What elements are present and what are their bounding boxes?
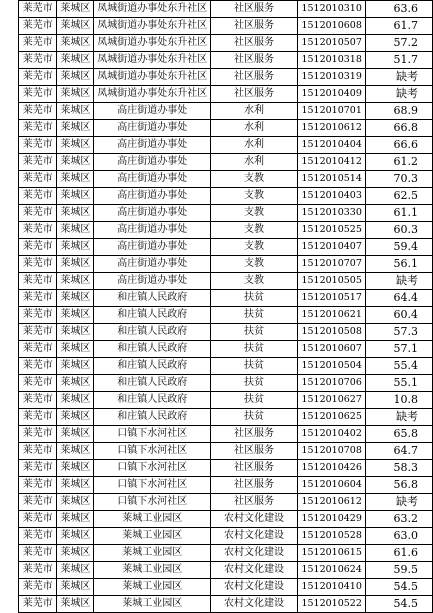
score-cell: 10.8 [366,392,433,409]
ticket-number-cell: 1512010410 [297,579,366,596]
score-cell: 61.7 [366,18,433,35]
score-cell: 57.2 [366,35,433,52]
category-cell: 支教 [211,171,298,188]
unit-cell: 莱城工业园区 [94,579,211,596]
district-cell: 莱城区 [57,324,94,341]
unit-cell: 高庄街道办事处 [94,273,211,290]
table-row [19,392,433,409]
ticket-number-cell: 1512010525 [297,222,366,239]
district-cell: 莱城区 [57,69,94,86]
ticket-number-cell: 1512010330 [297,205,366,222]
category-cell: 农村文化建设 [211,545,298,562]
district-cell: 莱城区 [57,154,94,171]
unit-cell: 和庄镇人民政府 [94,375,211,392]
district-cell: 莱城区 [57,375,94,392]
score-cell: 61.1 [366,205,433,222]
city-cell: 莱芜市 [19,477,57,494]
ticket-number-cell: 1512010407 [297,239,366,256]
unit-cell: 高庄街道办事处 [94,239,211,256]
city-cell: 莱芜市 [19,341,57,358]
unit-cell: 高庄街道办事处 [94,205,211,222]
city-cell: 莱芜市 [19,103,57,120]
score-cell: 60.3 [366,222,433,239]
unit-cell: 口镇下水河社区 [94,460,211,477]
ticket-number-cell: 1512010607 [297,341,366,358]
score-cell: 57.3 [366,324,433,341]
unit-cell: 高庄街道办事处 [94,222,211,239]
district-cell: 莱城区 [57,528,94,545]
score-cell: 缺考 [366,69,433,86]
district-cell: 莱城区 [57,494,94,511]
city-cell: 莱芜市 [19,596,57,613]
score-cell: 缺考 [366,86,433,103]
city-cell: 莱芜市 [19,222,57,239]
ticket-number-cell: 1512010412 [297,154,366,171]
score-cell: 64.4 [366,290,433,307]
ticket-number-cell: 1512010508 [297,324,366,341]
unit-cell: 口镇下水河社区 [94,477,211,494]
district-cell: 莱城区 [57,188,94,205]
district-cell: 莱城区 [57,256,94,273]
unit-cell: 凤城街道办事处东升社区 [94,52,211,69]
unit-cell: 高庄街道办事处 [94,154,211,171]
district-cell: 莱城区 [57,103,94,120]
category-cell: 社区服务 [211,52,298,69]
ticket-number-cell: 1512010624 [297,562,366,579]
table-row [19,69,433,86]
district-cell: 莱城区 [57,137,94,154]
city-cell: 莱芜市 [19,69,57,86]
category-cell: 社区服务 [211,443,298,460]
unit-cell: 高庄街道办事处 [94,171,211,188]
category-cell: 支教 [211,273,298,290]
table-row [19,171,433,188]
district-cell: 莱城区 [57,579,94,596]
city-cell: 莱芜市 [19,137,57,154]
score-cell: 61.2 [366,154,433,171]
category-cell: 支教 [211,205,298,222]
category-cell: 扶贫 [211,375,298,392]
unit-cell: 高庄街道办事处 [94,188,211,205]
score-cell: 57.1 [366,341,433,358]
category-cell: 农村文化建设 [211,579,298,596]
district-cell: 莱城区 [57,171,94,188]
district-cell: 莱城区 [57,392,94,409]
category-cell: 扶贫 [211,358,298,375]
city-cell: 莱芜市 [19,579,57,596]
category-cell: 农村文化建设 [211,528,298,545]
unit-cell: 凤城街道办事处东升社区 [94,35,211,52]
city-cell: 莱芜市 [19,375,57,392]
ticket-number-cell: 1512010708 [297,443,366,460]
ticket-number-cell: 1512010507 [297,35,366,52]
category-cell: 扶贫 [211,324,298,341]
district-cell: 莱城区 [57,307,94,324]
category-cell: 水利 [211,137,298,154]
unit-cell: 莱城工业园区 [94,596,211,613]
district-cell: 莱城区 [57,562,94,579]
score-table [18,0,433,613]
score-cell: 63.6 [366,1,433,18]
category-cell: 农村文化建设 [211,562,298,579]
ticket-number-cell: 1512010402 [297,426,366,443]
city-cell: 莱芜市 [19,324,57,341]
category-cell: 支教 [211,256,298,273]
ticket-number-cell: 1512010701 [297,103,366,120]
ticket-number-cell: 1512010319 [297,69,366,86]
city-cell: 莱芜市 [19,426,57,443]
score-cell: 59.4 [366,239,433,256]
city-cell: 莱芜市 [19,409,57,426]
score-cell: 66.6 [366,137,433,154]
district-cell: 莱城区 [57,239,94,256]
table-row [19,324,433,341]
city-cell: 莱芜市 [19,545,57,562]
unit-cell: 口镇下水河社区 [94,494,211,511]
table-row [19,273,433,290]
city-cell: 莱芜市 [19,18,57,35]
score-cell: 缺考 [366,273,433,290]
ticket-number-cell: 1512010707 [297,256,366,273]
unit-cell: 凤城街道办事处东升社区 [94,86,211,103]
score-cell: 56.1 [366,256,433,273]
city-cell: 莱芜市 [19,358,57,375]
category-cell: 扶贫 [211,409,298,426]
district-cell: 莱城区 [57,545,94,562]
district-cell: 莱城区 [57,35,94,52]
category-cell: 扶贫 [211,307,298,324]
district-cell: 莱城区 [57,273,94,290]
category-cell: 水利 [211,154,298,171]
unit-cell: 和庄镇人民政府 [94,392,211,409]
city-cell: 莱芜市 [19,273,57,290]
city-cell: 莱芜市 [19,256,57,273]
city-cell: 莱芜市 [19,562,57,579]
category-cell: 扶贫 [211,290,298,307]
city-cell: 莱芜市 [19,35,57,52]
district-cell: 莱城区 [57,205,94,222]
city-cell: 莱芜市 [19,511,57,528]
ticket-number-cell: 1512010625 [297,409,366,426]
table-row [19,18,433,35]
score-cell: 60.4 [366,307,433,324]
city-cell: 莱芜市 [19,239,57,256]
city-cell: 莱芜市 [19,52,57,69]
score-cell: 64.7 [366,443,433,460]
table-row [19,477,433,494]
score-cell: 55.1 [366,375,433,392]
ticket-number-cell: 1512010621 [297,307,366,324]
score-cell: 58.3 [366,460,433,477]
ticket-number-cell: 1512010310 [297,1,366,18]
district-cell: 莱城区 [57,120,94,137]
table-row [19,358,433,375]
ticket-number-cell: 1512010505 [297,273,366,290]
score-cell: 55.4 [366,358,433,375]
district-cell: 莱城区 [57,443,94,460]
table-row [19,222,433,239]
ticket-number-cell: 1512010615 [297,545,366,562]
unit-cell: 凤城街道办事处东升社区 [94,69,211,86]
district-cell: 莱城区 [57,460,94,477]
city-cell: 莱芜市 [19,290,57,307]
district-cell: 莱城区 [57,86,94,103]
score-cell: 54.5 [366,596,433,613]
table-row [19,120,433,137]
score-cell: 59.5 [366,562,433,579]
ticket-number-cell: 1512010528 [297,528,366,545]
city-cell: 莱芜市 [19,154,57,171]
unit-cell: 高庄街道办事处 [94,120,211,137]
category-cell: 支教 [211,222,298,239]
score-cell: 63.2 [366,511,433,528]
score-cell: 54.5 [366,579,433,596]
table-row [19,494,433,511]
category-cell: 社区服务 [211,18,298,35]
table-row [19,290,433,307]
ticket-number-cell: 1512010522 [297,596,366,613]
city-cell: 莱芜市 [19,460,57,477]
unit-cell: 莱城工业园区 [94,562,211,579]
table-row [19,52,433,69]
table-row [19,511,433,528]
unit-cell: 和庄镇人民政府 [94,290,211,307]
ticket-number-cell: 1512010318 [297,52,366,69]
category-cell: 支教 [211,188,298,205]
unit-cell: 凤城街道办事处东升社区 [94,18,211,35]
table-row [19,375,433,392]
district-cell: 莱城区 [57,511,94,528]
category-cell: 水利 [211,120,298,137]
ticket-number-cell: 1512010404 [297,137,366,154]
unit-cell: 莱城工业园区 [94,511,211,528]
ticket-number-cell: 1512010612 [297,494,366,511]
unit-cell: 高庄街道办事处 [94,137,211,154]
city-cell: 莱芜市 [19,205,57,222]
district-cell: 莱城区 [57,341,94,358]
city-cell: 莱芜市 [19,171,57,188]
category-cell: 社区服务 [211,460,298,477]
table-row [19,86,433,103]
table-row [19,205,433,222]
score-cell: 51.7 [366,52,433,69]
city-cell: 莱芜市 [19,1,57,18]
district-cell: 莱城区 [57,426,94,443]
city-cell: 莱芜市 [19,188,57,205]
table-row [19,137,433,154]
ticket-number-cell: 1512010426 [297,460,366,477]
city-cell: 莱芜市 [19,392,57,409]
district-cell: 莱城区 [57,477,94,494]
table-row [19,528,433,545]
category-cell: 扶贫 [211,341,298,358]
city-cell: 莱芜市 [19,307,57,324]
score-cell: 68.9 [366,103,433,120]
score-cell: 65.8 [366,426,433,443]
table-row [19,188,433,205]
ticket-number-cell: 1512010627 [297,392,366,409]
category-cell: 社区服务 [211,35,298,52]
category-cell: 农村文化建设 [211,511,298,528]
table-row [19,239,433,256]
table-row [19,35,433,52]
table-row [19,409,433,426]
city-cell: 莱芜市 [19,86,57,103]
table-row [19,562,433,579]
unit-cell: 和庄镇人民政府 [94,307,211,324]
unit-cell: 莱城工业园区 [94,528,211,545]
unit-cell: 和庄镇人民政府 [94,324,211,341]
table-row [19,545,433,562]
category-cell: 社区服务 [211,86,298,103]
unit-cell: 高庄街道办事处 [94,256,211,273]
score-cell: 63.0 [366,528,433,545]
category-cell: 社区服务 [211,1,298,18]
district-cell: 莱城区 [57,222,94,239]
district-cell: 莱城区 [57,18,94,35]
unit-cell: 和庄镇人民政府 [94,341,211,358]
district-cell: 莱城区 [57,290,94,307]
table-row [19,154,433,171]
category-cell: 社区服务 [211,494,298,511]
unit-cell: 和庄镇人民政府 [94,409,211,426]
score-cell: 缺考 [366,409,433,426]
unit-cell: 凤城街道办事处东升社区 [94,1,211,18]
district-cell: 莱城区 [57,358,94,375]
table-row [19,341,433,358]
category-cell: 社区服务 [211,477,298,494]
unit-cell: 口镇下水河社区 [94,426,211,443]
table-row [19,256,433,273]
city-cell: 莱芜市 [19,443,57,460]
score-cell: 61.6 [366,545,433,562]
city-cell: 莱芜市 [19,528,57,545]
score-cell: 缺考 [366,494,433,511]
ticket-number-cell: 1512010409 [297,86,366,103]
table-row [19,103,433,120]
ticket-number-cell: 1512010514 [297,171,366,188]
ticket-number-cell: 1512010517 [297,290,366,307]
unit-cell: 莱城工业园区 [94,545,211,562]
ticket-number-cell: 1512010429 [297,511,366,528]
table-row [19,460,433,477]
category-cell: 水利 [211,103,298,120]
table-row [19,1,433,18]
score-cell: 66.8 [366,120,433,137]
ticket-number-cell: 1512010706 [297,375,366,392]
ticket-number-cell: 1512010504 [297,358,366,375]
district-cell: 莱城区 [57,1,94,18]
city-cell: 莱芜市 [19,120,57,137]
category-cell: 社区服务 [211,69,298,86]
category-cell: 社区服务 [211,426,298,443]
unit-cell: 口镇下水河社区 [94,443,211,460]
ticket-number-cell: 1512010608 [297,18,366,35]
category-cell: 支教 [211,239,298,256]
district-cell: 莱城区 [57,409,94,426]
score-table-body [19,1,433,613]
table-row [19,443,433,460]
table-row [19,426,433,443]
table-row [19,596,433,613]
table-row [19,307,433,324]
score-cell: 62.5 [366,188,433,205]
score-cell: 70.3 [366,171,433,188]
city-cell: 莱芜市 [19,494,57,511]
ticket-number-cell: 1512010612 [297,120,366,137]
score-cell: 56.8 [366,477,433,494]
ticket-number-cell: 1512010604 [297,477,366,494]
unit-cell: 和庄镇人民政府 [94,358,211,375]
unit-cell: 高庄街道办事处 [94,103,211,120]
table-row [19,579,433,596]
ticket-number-cell: 1512010403 [297,188,366,205]
district-cell: 莱城区 [57,596,94,613]
category-cell: 扶贫 [211,392,298,409]
district-cell: 莱城区 [57,52,94,69]
category-cell: 农村文化建设 [211,596,298,613]
